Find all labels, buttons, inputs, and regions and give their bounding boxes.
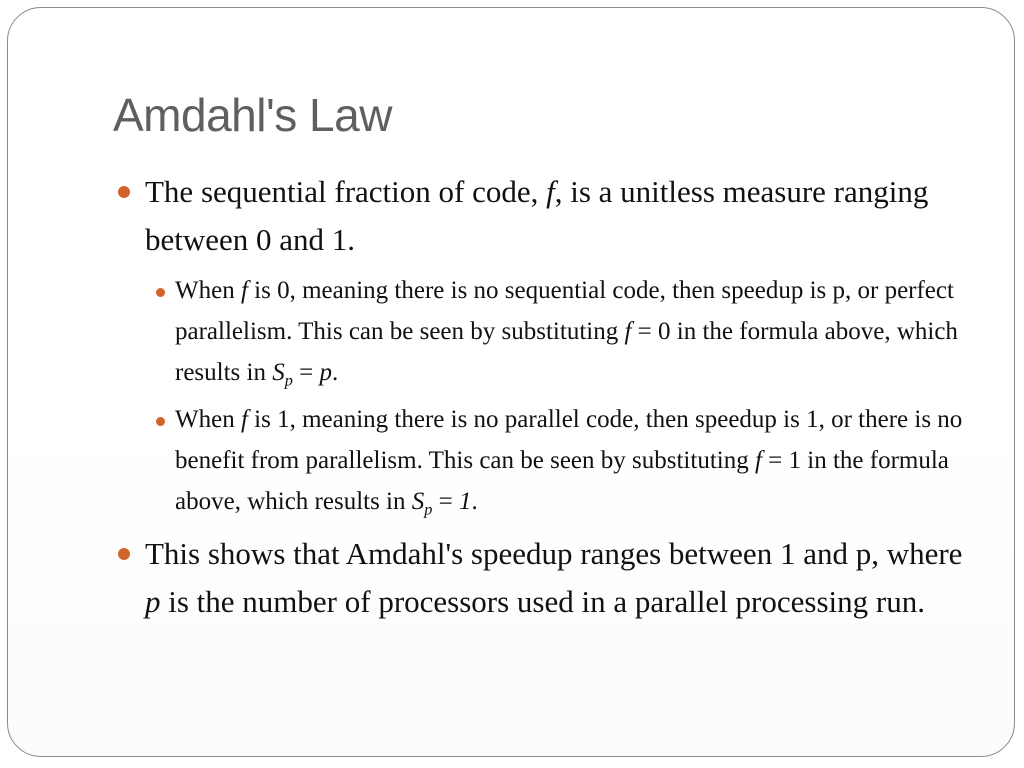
bullet-icon (118, 548, 130, 560)
sub-bullet-f-one (175, 399, 965, 522)
bullet2-text-pre: This shows that Amdahl's speedup ranges between 1 and p, where (145, 536, 963, 571)
bullet-speedup-range (145, 530, 965, 626)
sub1-text-2: is 0, meaning there is no sequential code, then speedup is p, or perfect parallelism. This can be seen by substituting (175, 277, 954, 345)
bullet1-f-var: f (546, 174, 555, 209)
sub2-text-5: . (471, 488, 478, 515)
bullet-sequential-fraction (145, 168, 965, 264)
sub-bullet-icon (156, 417, 165, 426)
slide (7, 7, 1015, 757)
sub1-text-4: = (292, 359, 320, 386)
sub-bullet-f-zero (175, 270, 965, 393)
sub2-text-2: is 1, meaning there is no parallel code, then speedup is 1, or there is no benefit from parallelism. This can be seen by substituting (175, 406, 963, 474)
bullet2-text-post: is the number of processors used in a parallel processing run. (160, 584, 925, 619)
sub-bullet-icon (156, 288, 165, 297)
bullet-icon (118, 186, 130, 198)
sub2-f-var-1: f (240, 406, 248, 433)
sub2-one-value: 1 (459, 488, 472, 515)
sub1-s-var: S (272, 359, 285, 386)
sub1-p-var: p (319, 359, 332, 386)
sub1-f-var-1: f (240, 277, 248, 304)
sub1-text-1: When (175, 277, 241, 304)
sub2-text-4: = (432, 488, 459, 515)
sub1-f-var-2: f (624, 318, 632, 345)
sub2-text-1: When (175, 406, 241, 433)
bullet1-text-post: , is a unitless measure ranging between 0 and 1. (145, 174, 929, 257)
bullet2-p-var: p (145, 584, 161, 619)
bullet1-text-pre: The sequential fraction of code, (145, 174, 547, 209)
sub1-text-3: = 0 in the formula above, which results in (175, 318, 958, 386)
sub2-p-subscript: p (424, 500, 433, 519)
sub1-p-subscript: p (284, 371, 293, 390)
sub2-s-var: S (411, 488, 425, 515)
sub2-f-var-2: f (754, 447, 762, 474)
sub2-text-3: = 1 in the formula above, which results in (175, 447, 949, 515)
sub1-text-5: . (331, 359, 339, 386)
slide-title: Amdahl's Law (113, 89, 392, 141)
